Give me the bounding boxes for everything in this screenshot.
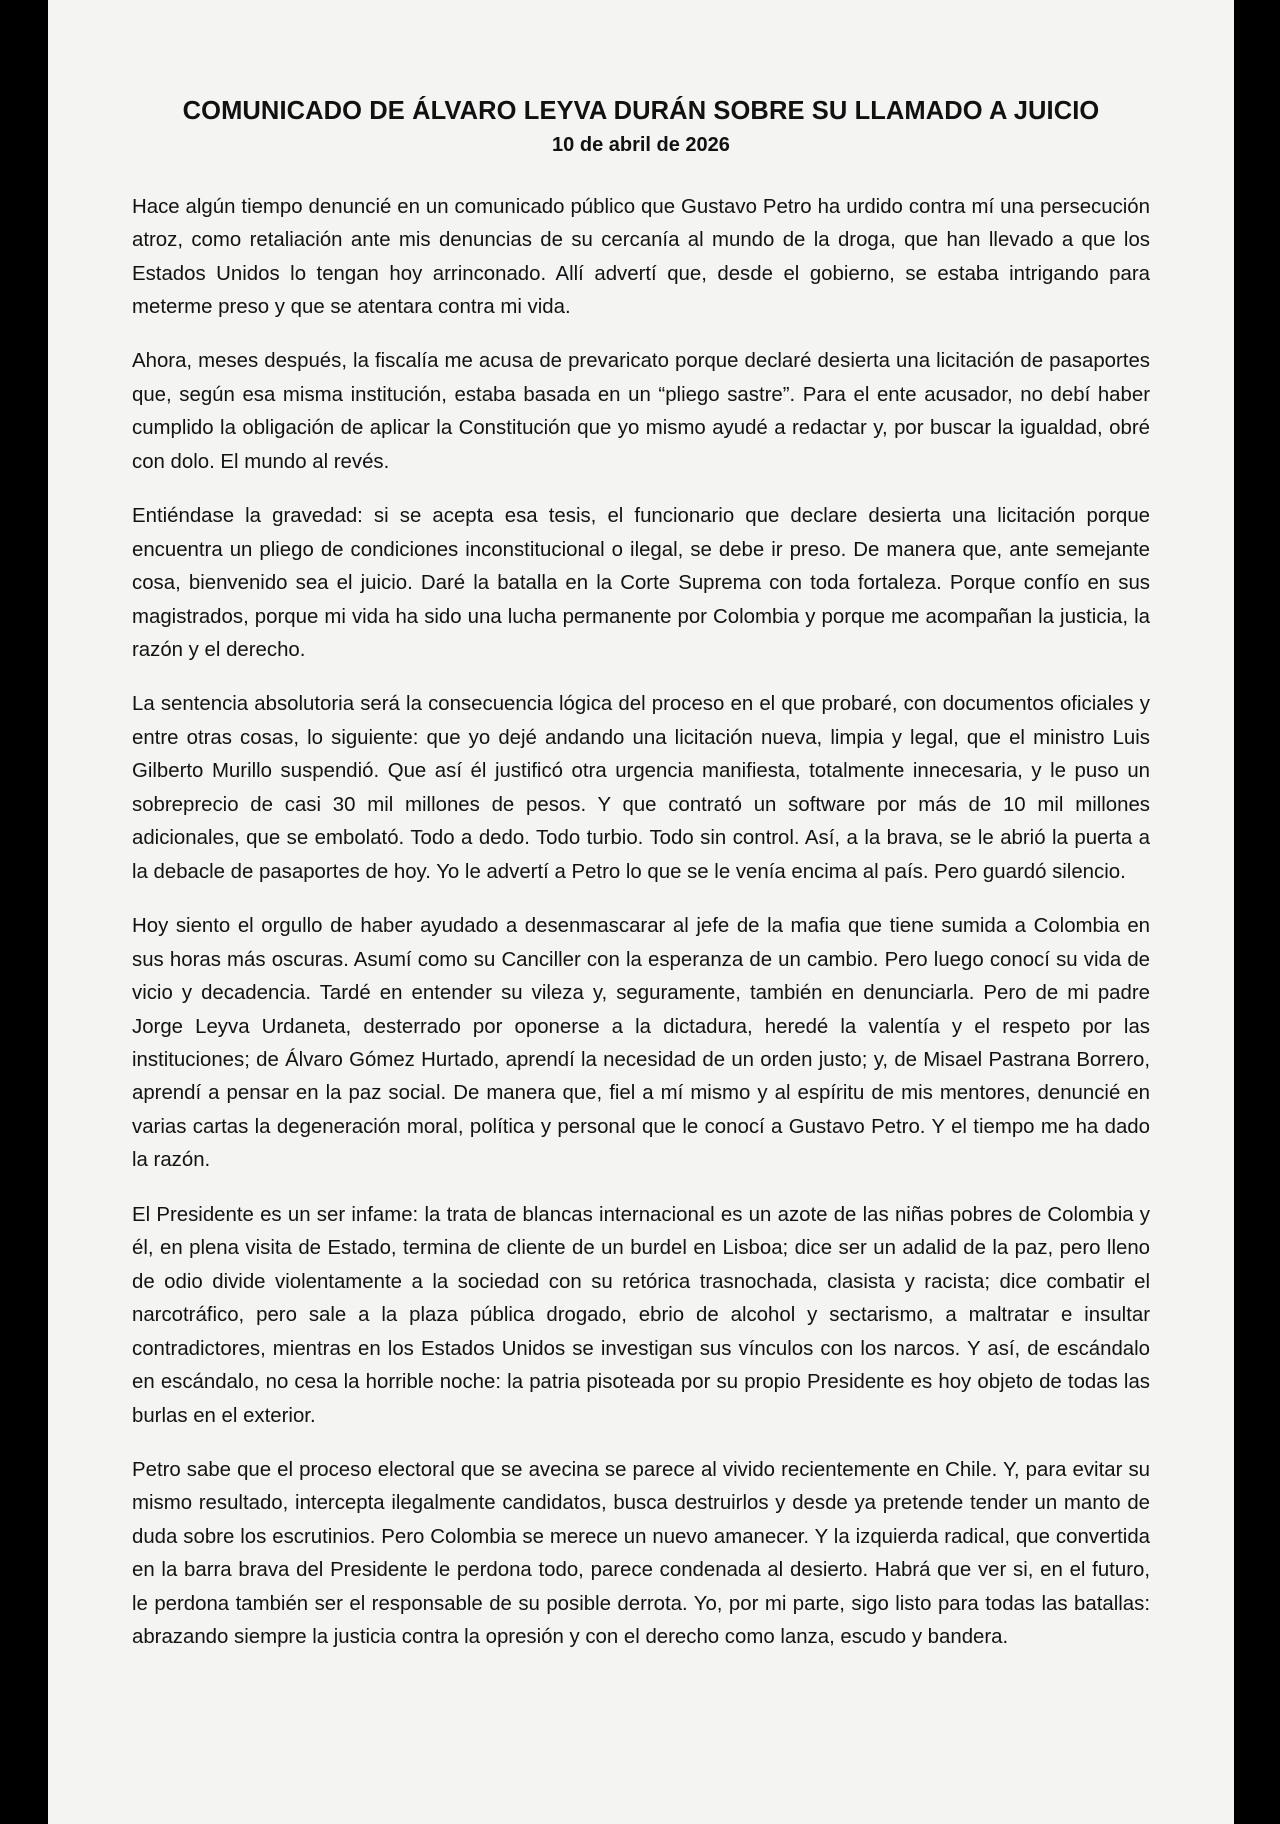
document-body (132, 191, 1150, 1655)
document-page (48, 0, 1234, 1824)
paragraph: Hoy siento el orgullo de haber ayudado a desenmascarar al jefe de la mafia que tiene sumida a Colombia en sus horas más oscuras. Asumí como su Canciller con la esperanza de un cambio. Pero luego conocí su vida de vicio y decadencia. Tardé en entender su vileza y, seguramente, también en denunciarla. Pero de mi padre Jorge Leyva Urdaneta, desterrado por oponerse a la dictadura, heredé la valentía y el respeto por las instituciones; de Álvaro Gómez Hurtado, aprendí la necesidad de un orden justo; y, de Misael Pastrana Borrero, aprendí a pensar en la paz social. De manera que, fiel a mí mismo y al espíritu de mis mentores, denuncié en varias cartas la degeneración moral, política y personal que le conocí a Gustavo Petro. Y el tiempo me ha dado la razón. (132, 915, 1150, 1172)
page-title: COMUNICADO DE ÁLVARO LEYVA DURÁN SOBRE SU LLAMADO A JUICIO (182, 97, 1100, 125)
paragraph: Ahora, meses después, la fiscalía me acusa de prevaricato porque declaré desierta una licitación de pasaportes que, según esa misma institución, estaba basada en un “pliego sastre”. Para el ente acusador, no debí haber cumplido la obligación de aplicar la Constitución que yo mismo ayudé a redactar y, por buscar la igualdad, obré con dolo. El mundo al revés. (132, 350, 1150, 473)
paragraph: Petro sabe que el proceso electoral que se avecina se parece al vivido recientemente en Chile. Y, para evitar su mismo resultado, intercepta ilegalmente candidatos, busca destruirlos y desde ya pretende tender un manto de duda sobre los escrutinios. Pero Colombia se merece un nuevo amanecer. Y la izquierda radical, que convertida en la barra brava del Presidente le perdona todo, parece condenada al desierto. Habrá que ver si, en el futuro, le perdona también ser el responsable de su posible derrota. Yo, por mi parte, sigo listo para todas las batallas: abrazando siempre la justicia contra la opresión y con el derecho como lanza, escudo y bandera. (132, 1459, 1150, 1649)
paragraph: La sentencia absolutoria será la consecuencia lógica del proceso en el que probaré, con documentos oficiales y entre otras cosas, lo siguiente: que yo dejé andando una licitación nueva, limpia y legal, que el ministro Luis Gilberto Murillo suspendió. Que así él justificó otra urgencia manifiesta, totalmente innecesaria, y le puso un sobreprecio de casi 30 mil millones de pesos. Y que contrató un software por más de 10 mil millones adicionales, que se embolató. Todo a dedo. Todo turbio. Todo sin control. Así, a la brava, se le abrió la puerta a la debacle de pasaportes de hoy. Yo le advertí a Petro lo que se le venía encima al país. Pero guardó silencio. (132, 693, 1150, 883)
document-date: 10 de abril de 2026 (552, 133, 730, 156)
paragraph: Entiéndase la gravedad: si se acepta esa tesis, el funcionario que declare desierta una licitación porque encuentra un pliego de condiciones inconstitucional o ilegal, se debe ir preso. De manera que, ante semejante cosa, bienvenido sea el juicio. Daré la batalla en la Corte Suprema con toda fortaleza. Porque confío en sus magistrados, porque mi vida ha sido una lucha permanente por Colombia y porque me acompañan la justicia, la razón y el derecho. (132, 505, 1150, 662)
paragraph: Hace algún tiempo denuncié en un comunicado público que Gustavo Petro ha urdido contra mí una persecución atroz, como retaliación ante mis denuncias de su cercanía al mundo de la droga, que han llevado a que los Estados Unidos lo tengan hoy arrinconado. Allí advertí que, desde el gobierno, se estaba intrigando para meterme preso y que se atentara contra mi vida. (132, 195, 1150, 318)
paragraph: El Presidente es un ser infame: la trata de blancas internacional es un azote de las niñas pobres de Colombia y él, en plena visita de Estado, termina de cliente de un burdel en Lisboa; dice ser un adalid de la paz, pero lleno de odio divide violentamente a la sociedad con su retórica trasnochada, clasista y racista; dice combatir el narcotráfico, pero sale a la plaza pública drogado, ebrio de alcohol y sectarismo, a maltratar e insultar contradictores, mientras en los Estados Unidos se investigan sus vínculos con los narcos. Y así, de escándalo en escándalo, no cesa la horrible noche: la patria pisoteada por su propio Presidente es hoy objeto de todas las burlas en el exterior. (132, 1203, 1150, 1427)
